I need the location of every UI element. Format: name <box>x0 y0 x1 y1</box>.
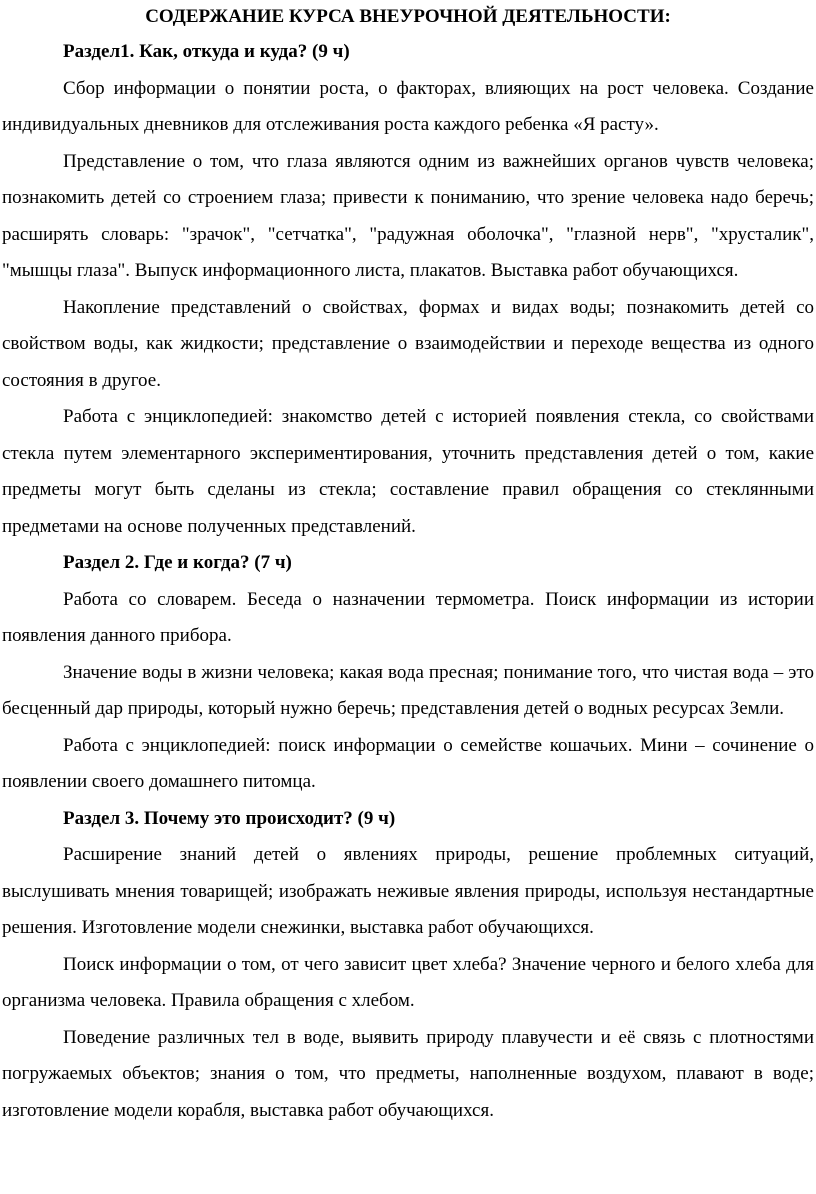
paragraph: Сбор информации о понятии роста, о факторах, влияющих на рост человека. Создание индивидуальных дневников для отслеживания роста каждого ребенка «Я расту». <box>2 77 814 135</box>
paragraph: Работа со словарем. Беседа о назначении термометра. Поиск информации из истории появления данного прибора. <box>2 588 814 646</box>
paragraph: Накопление представлений о свойствах, формах и видах воды; познакомить детей со свойством воды, как жидкости; представление о взаимодействии и переходе вещества из одного состояния в другое. <box>2 296 814 391</box>
paragraph: Значение воды в жизни человека; какая вода пресная; понимание того, что чистая вода – это бесценный дар природы, который нужно беречь; представления детей о водных ресурсах Земли. <box>2 661 814 719</box>
paragraph: Работа с энциклопедией: поиск информации о семействе кошачьих. Мини – сочинение о появлении своего домашнего питомца. <box>2 734 814 792</box>
paragraph: Расширение знаний детей о явлениях природы, решение проблемных ситуаций, выслушивать мнения товарищей; изображать неживые явления природы, используя нестандартные решения. Изготовление модели снежинки, выставка работ обучающихся. <box>2 844 814 938</box>
section-heading-2: Раздел 2. Где и когда? (7 ч) <box>63 552 292 573</box>
paragraph: Поиск информации о том, от чего зависит цвет хлеба? Значение черного и белого хлеба для организма человека. Правила обращения с хлебом. <box>2 953 814 1011</box>
paragraph: Работа с энциклопедией: знакомство детей с историей появления стекла, со свойствами стекла путем элементарного экспериментирования, уточнить представления детей о том, какие предметы могут быть сделаны из стекла; составление правил обращения со стеклянными предметами на основе полученных представлений. <box>2 406 814 537</box>
section-heading-3: Раздел 3. Почему это происходит? (9 ч) <box>63 807 396 829</box>
document-title: СОДЕРЖАНИЕ КУРСА ВНЕУРОЧНОЙ ДЕЯТЕЛЬНОСТИ: <box>145 6 671 27</box>
paragraph: Поведение различных тел в воде, выявить природу плавучести и её связь с плотностями погружаемых объектов; знания о том, что предметы, наполненные воздухом, плавают в воде; изготовление модели корабля, выставка работ обучающихся. <box>2 1026 814 1121</box>
paragraph: Представление о том, что глаза являются одним из важнейших органов чувств человека; познакомить детей со строением глаза; привести к пониманию, что зрение человека надо беречь; расширять словарь: "зрачок", "сетчатка", "радужная оболочка", "глазной нерв", "хрусталик", "мышцы глаза". Выпуск информационного листа, плакатов. Выставка работ обучающихся. <box>2 150 814 281</box>
document-page <box>2 0 814 1129</box>
section-heading-1: Раздел1. Как, откуда и куда? (9 ч) <box>63 41 350 62</box>
